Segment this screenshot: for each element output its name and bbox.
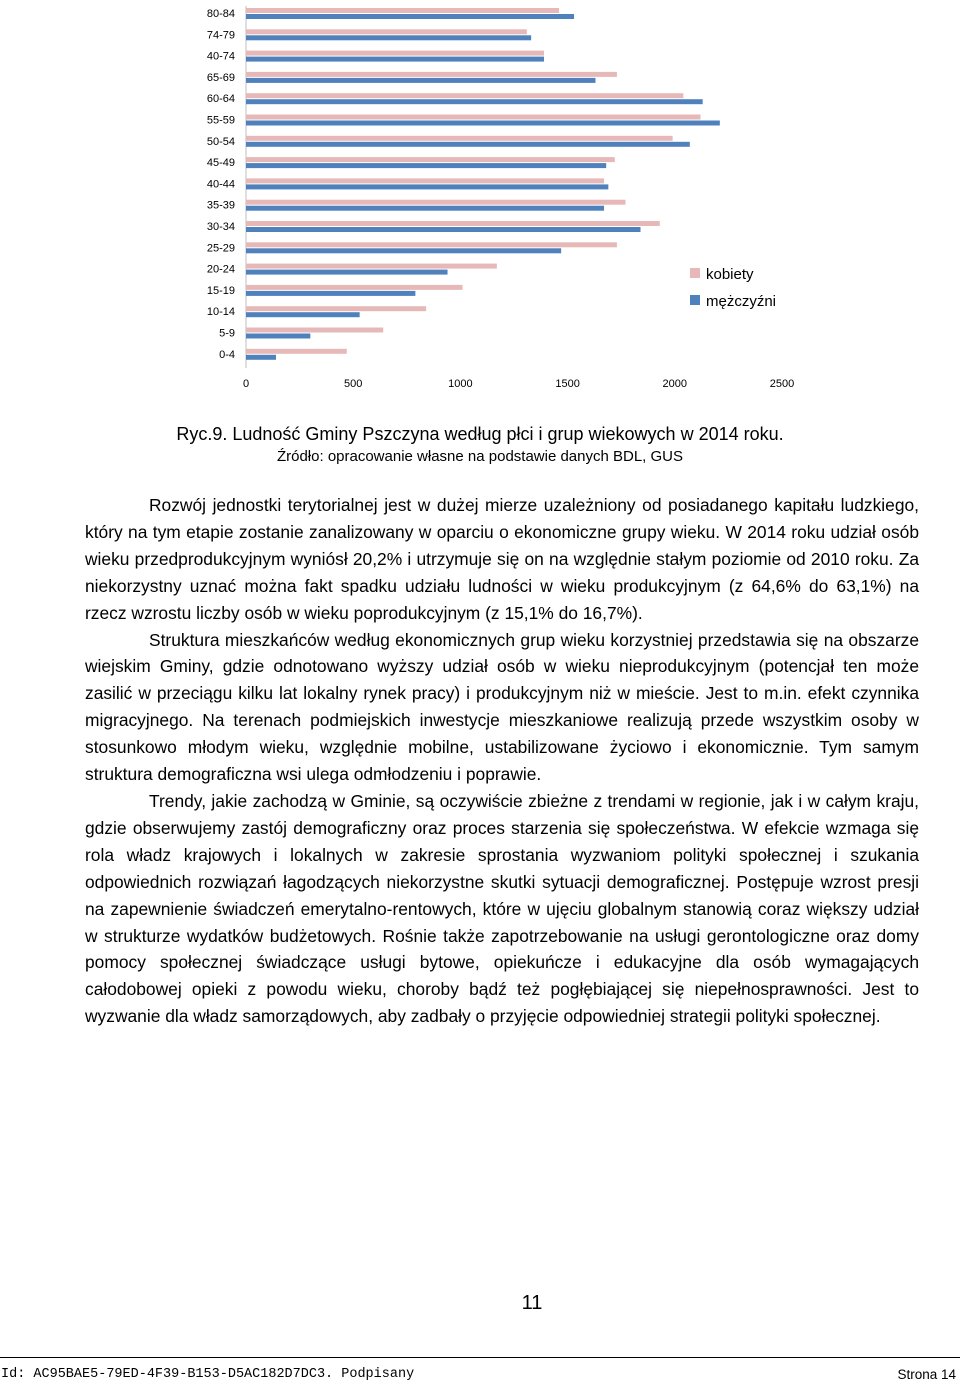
category-label: 45-49: [206, 157, 235, 170]
bar-mezczyzni-15-19: [246, 291, 415, 296]
category-label: 80-84: [206, 8, 235, 20]
bar-kobiety-45-49: [246, 157, 615, 162]
legend-swatch-mezczyzni: [690, 295, 700, 305]
x-tick-label: 2500: [769, 378, 795, 390]
bar-kobiety-65-69: [246, 72, 617, 77]
chart-category-labels: [207, 8, 235, 361]
paragraph: Rozwój jednostki terytorialnej jest w dużej mierze uzależniony od posiadanego kapitału ludzkiego, który na tym etapie zostanie zanalizowany w oparciu o ekonomiczne grupy wieku. W 2014 roku udział osób wieku przedprodukcyjnym wyniósł 20,2% i utrzymuje się on na względnie stałym poziomie od 2010 roku. Za niekorzystny uznać można fakt spadku udziału ludności w wieku produkcyjnym (z 64,6% do 63,1%) na rzecz wzrostu liczby osób w wieku poprodukcyjnym (z 15,1% do 16,7%).: [85, 495, 919, 623]
category-label: 30-34: [206, 221, 235, 233]
chart-legend: [690, 266, 776, 310]
category-label: 5-9: [219, 327, 235, 340]
bar-mezczyzni-40-44: [246, 184, 608, 189]
bar-kobiety-10-14: [246, 306, 426, 311]
population-bar-chart: [0, 0, 960, 400]
bar-kobiety-20-24: [246, 264, 497, 269]
paragraph: Struktura mieszkańców według ekonomicznych grup wieku korzystniej przedstawia się na obszarze wiejskim Gminy, gdzie odnotowano wyższy udział osób w wieku nieprodukcyjnym (potencjał ten może zasilić w przeciągu kilku lat lokalny rynek pracy) i produkcyjnym niż w mieście. Jest to m.in. efekt czynnika migracyjnego. Na terenach podmiejskich inwestycje mieszkaniowe realizują przede wszystkim osoby w stosunkowo młodym wieku, względnie mobilne, ustabilizowane życiowo i ekonomicznie. Tym samym struktura demograficzna wsi ulega odmłodzeniu i poprawie.: [85, 629, 919, 785]
bar-kobiety-60-64: [246, 93, 683, 98]
bar-kobiety-0-4: [246, 349, 347, 354]
category-label: 10-14: [206, 306, 235, 319]
category-label: 15-19: [206, 284, 235, 297]
bar-kobiety-50-54: [246, 136, 673, 141]
bar-mezczyzni-35-39: [246, 206, 604, 211]
bar-mezczyzni-50-54: [246, 142, 690, 147]
document-footer: [0, 1357, 960, 1385]
bar-mezczyzni-5-9: [246, 334, 310, 339]
bar-mezczyzni-20-24: [246, 270, 448, 275]
bar-kobiety-25-29: [246, 242, 617, 247]
bar-kobiety-5-9: [246, 328, 383, 333]
category-label: 35-39: [206, 199, 235, 212]
bar-kobiety-40-44: [246, 178, 604, 183]
bar-mezczyzni-45-49: [246, 163, 606, 168]
bar-mezczyzni-10-14: [246, 312, 360, 317]
chart-x-tick-labels: [243, 378, 794, 390]
category-label: 25-29: [206, 242, 235, 255]
bar-mezczyzni-65-69: [246, 78, 595, 83]
bar-kobiety-15-19: [246, 285, 463, 290]
bar-mezczyzni-74-79: [246, 35, 531, 40]
bar-mezczyzni-40-74: [246, 57, 544, 62]
bar-kobiety-35-39: [246, 200, 625, 205]
x-tick-label: 1000: [448, 378, 473, 390]
category-label: 20-24: [206, 263, 235, 276]
category-label: 60-64: [206, 93, 235, 106]
body-text: [85, 492, 919, 1030]
paragraph: Trendy, jakie zachodzą w Gminie, są oczywiście zbieżne z trendami w regionie, jak i w całym kraju, gdzie obserwujemy zastój demograficzny oraz proces starzenia się społeczeństwa. W efekcie wzmaga się rola władz krajowych i lokalnych w zakresie sprostania wyzwaniom polityki społecznej i szukania odpowiednich rozwiązań łagodzących niekorzystne skutki sytuacji demograficznej. Postępuje wzrost presji na zapewnienie świadczeń emerytalno-rentowych, które w ujęciu globalnym stanowią coraz większy udział w strukturze wydatków budżetowych. Rośnie także zapotrzebowanie na usługi gerontologiczne oraz domy pomocy społecznej świadczące usługi bytowe, opiekuńcze i edukacyjne dla osób wymagających całodobowej opieki z powodu wieku, choroby bądź też pogłębiającej się niepełnosprawności. Jest to wyzwanie dla władz samorządowych, aby zadbały o przyjęcie odpowiedniej strategii polityki społecznej.: [85, 790, 919, 1027]
x-tick-label: 1500: [555, 378, 580, 390]
bar-kobiety-40-74: [246, 51, 544, 56]
category-label: 40-44: [206, 178, 235, 191]
category-label: 50-54: [206, 135, 235, 148]
bar-kobiety-80-84: [246, 8, 559, 13]
x-tick-label: 0: [242, 378, 250, 390]
chart-bars: [246, 6, 720, 368]
bar-mezczyzni-25-29: [246, 248, 561, 253]
figure-caption: Ryc.9. Ludność Gminy Pszczyna według płci i grup wiekowych w 2014 roku.: [176, 424, 784, 444]
bar-mezczyzni-0-4: [246, 355, 276, 360]
category-label: 74-79: [206, 29, 235, 42]
category-label: 40-74: [206, 50, 235, 63]
footer-page-label: Strona 14: [897, 1367, 956, 1382]
bar-mezczyzni-55-59: [246, 121, 720, 126]
bar-mezczyzni-60-64: [246, 99, 703, 104]
bar-mezczyzni-80-84: [246, 14, 574, 19]
bar-kobiety-74-79: [246, 29, 527, 34]
category-label: 65-69: [206, 71, 235, 84]
figure-source: Źródło: opracowanie własne na podstawie danych BDL, GUS: [276, 448, 684, 465]
category-label: 0-4: [219, 348, 235, 361]
bar-kobiety-30-34: [246, 221, 660, 226]
document-id: Id: AC95BAE5-79ED-4F39-B153-D5AC182D7DC3. Podpisany: [1, 1367, 415, 1382]
legend-swatch-kobiety: [690, 268, 700, 278]
bar-kobiety-55-59: [246, 115, 701, 120]
legend-label: mężczyźni: [706, 293, 777, 310]
x-tick-label: 2000: [662, 378, 688, 390]
x-tick-label: 500: [344, 378, 363, 390]
category-label: 55-59: [206, 114, 235, 127]
legend-label: kobiety: [706, 266, 754, 283]
page-number: 11: [521, 1292, 543, 1314]
bar-mezczyzni-30-34: [246, 227, 640, 232]
